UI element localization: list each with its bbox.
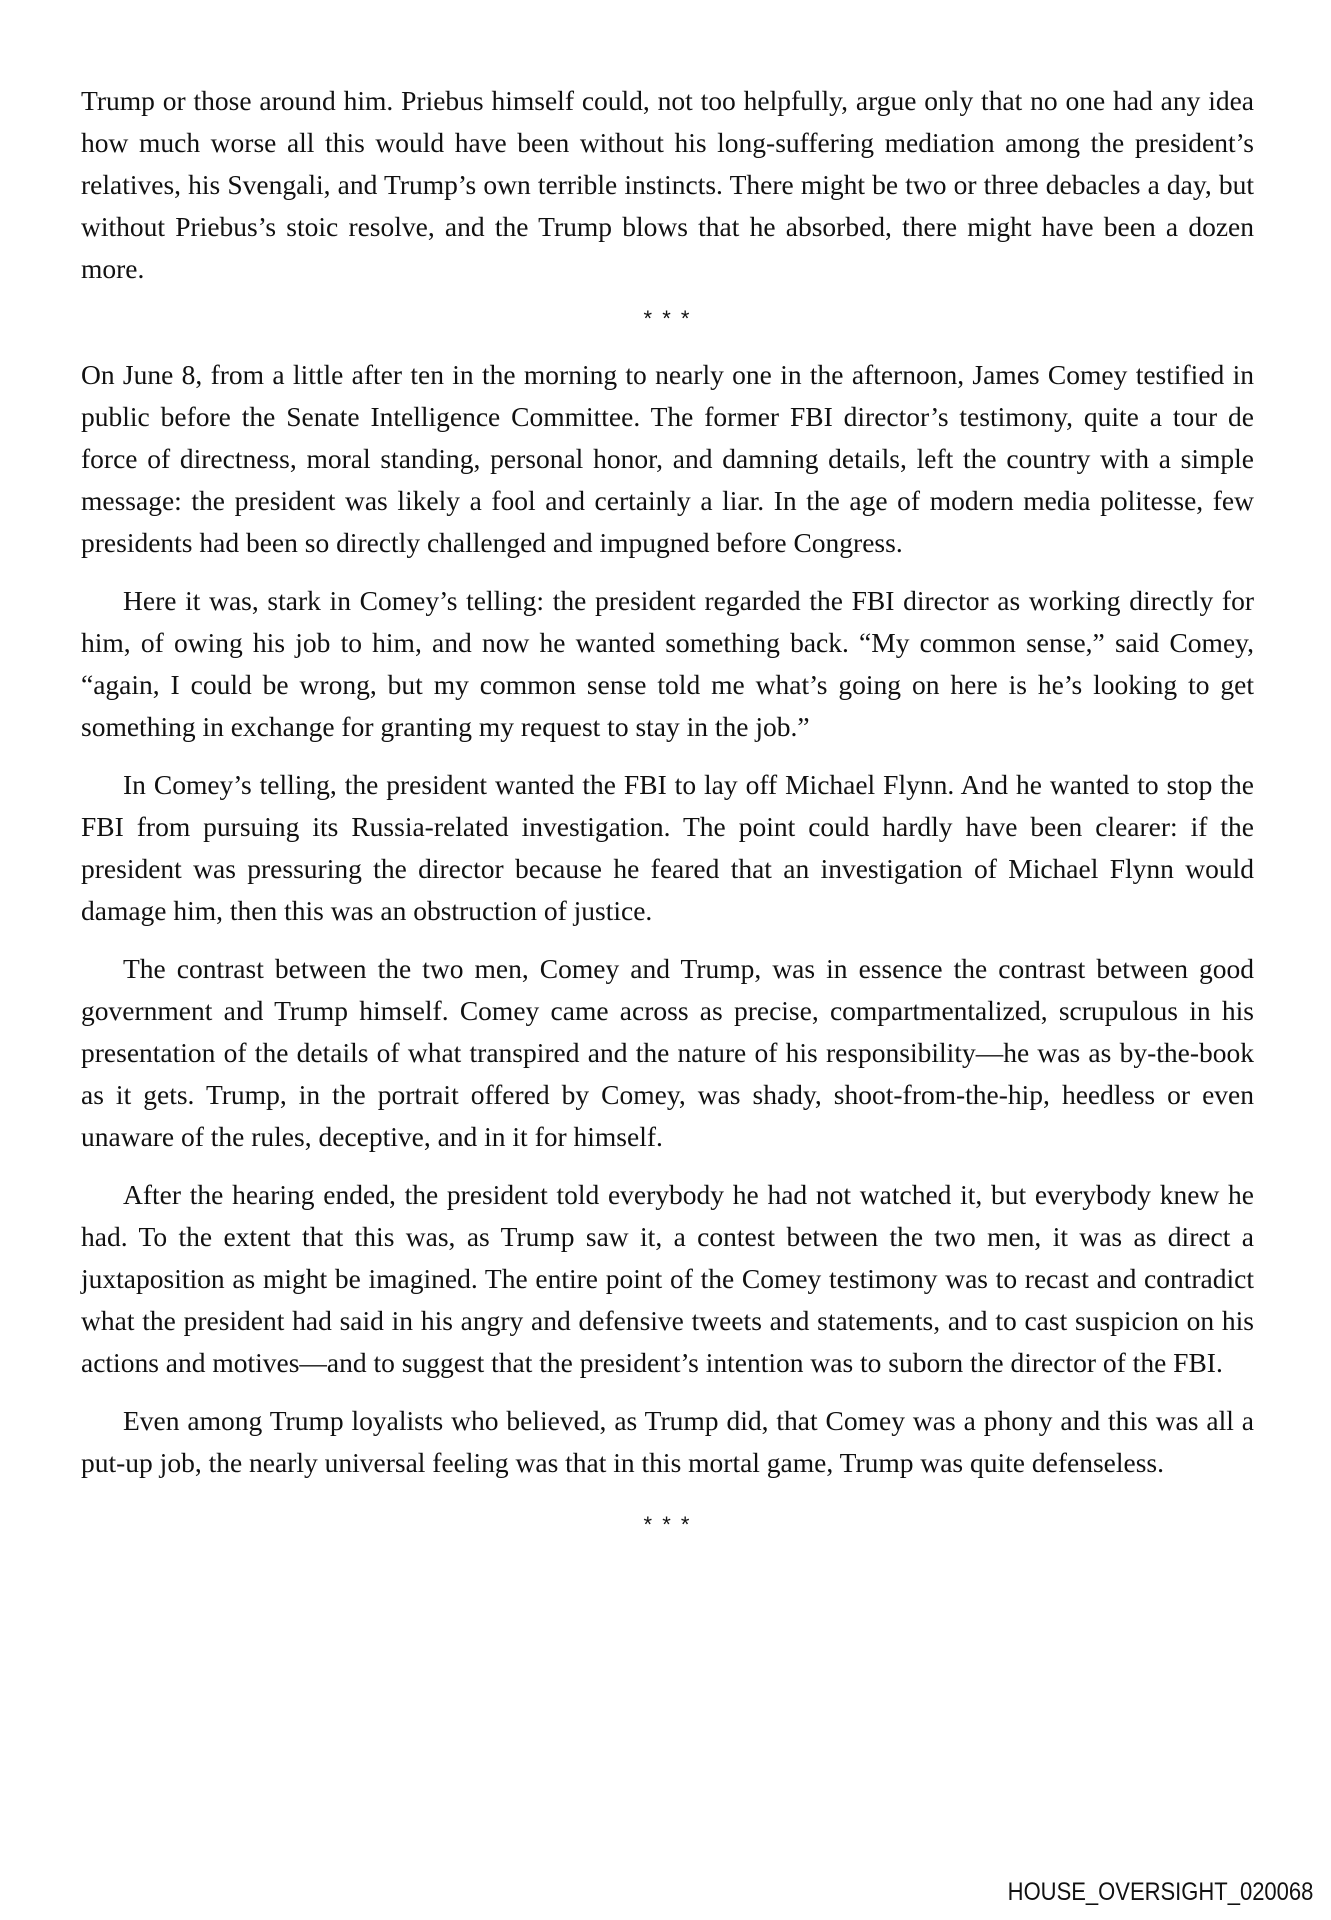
paragraph: After the hearing ended, the president told everybody he had not watched it, but everybody knew he had. To the extent that this was, as Trump saw it, a contest between the two men, it was as direct a juxtaposition as might be imagined. The entire point of the Comey testimony was to recast and contradict what the president had said in his angry and defensive tweets and statements, and to cast suspicion on his actions and motives—and to suggest that the president’s intention was to suborn the director of the FBI. bbox=[81, 1179, 1254, 1378]
paragraph: The contrast between the two men, Comey and Trump, was in essence the contrast between good government and Trump himself. Comey came across as precise, compartmentalized, scrupulous in his presentation of the details of what transpired and the nature of his responsibility—he was as by-the-book as it gets. Trump, in the portrait offered by Comey, was shady, shoot-from-the-hip, heedless or even unaware of the rules, deceptive, and in it for himself. bbox=[81, 953, 1254, 1152]
paragraph: Even among Trump loyalists who believed, as Trump did, that Comey was a phony and this was all a put-up job, the nearly universal feeling was that in this mortal game, Trump was quite defenseless. bbox=[81, 1405, 1254, 1478]
paragraph-continuation: Trump or those around him. Priebus himself could, not too helpfully, argue only that no one had any idea how much worse all this would have been without his long-suffering mediation among the president’s relatives, his Svengali, and Trump’s own terrible instincts. There might be two or three debacles a day, but without Priebus’s stoic resolve, and the Trump blows that he absorbed, there might have been a dozen more. bbox=[81, 85, 1254, 284]
paragraph: In Comey’s telling, the president wanted the FBI to lay off Michael Flynn. And he wanted to stop the FBI from pursuing its Russia-related investigation. The point could hardly have been clearer: if the president was pressuring the director because he feared that an investigation of Michael Flynn would damage him, then this was an obstruction of justice. bbox=[81, 769, 1254, 926]
bates-number: HOUSE_OVERSIGHT_020068 bbox=[1007, 1878, 1313, 1906]
paragraph: Here it was, stark in Comey’s telling: the president regarded the FBI director as working directly for him, of owing his job to him, and now he wanted something back. “My common sense,” said Comey, “again, I could be wrong, but my common sense told me what’s going on here is he’s looking to get something in exchange for granting my request to stay in the job.” bbox=[81, 585, 1254, 742]
section-break-end: * * * bbox=[643, 1512, 692, 1537]
document-page bbox=[81, 80, 1254, 1560]
paragraph: On June 8, from a little after ten in the morning to nearly one in the afternoon, James Comey testified in public before the Senate Intelligence Committee. The former FBI director’s testimony, quite a tour de force of directness, moral standing, personal honor, and damning details, left the country with a simple message: the president was likely a fool and certainly a liar. In the age of modern media politesse, few presidents had been so directly challenged and impugned before Congress. bbox=[81, 359, 1254, 558]
section-break: * * * bbox=[643, 306, 692, 331]
